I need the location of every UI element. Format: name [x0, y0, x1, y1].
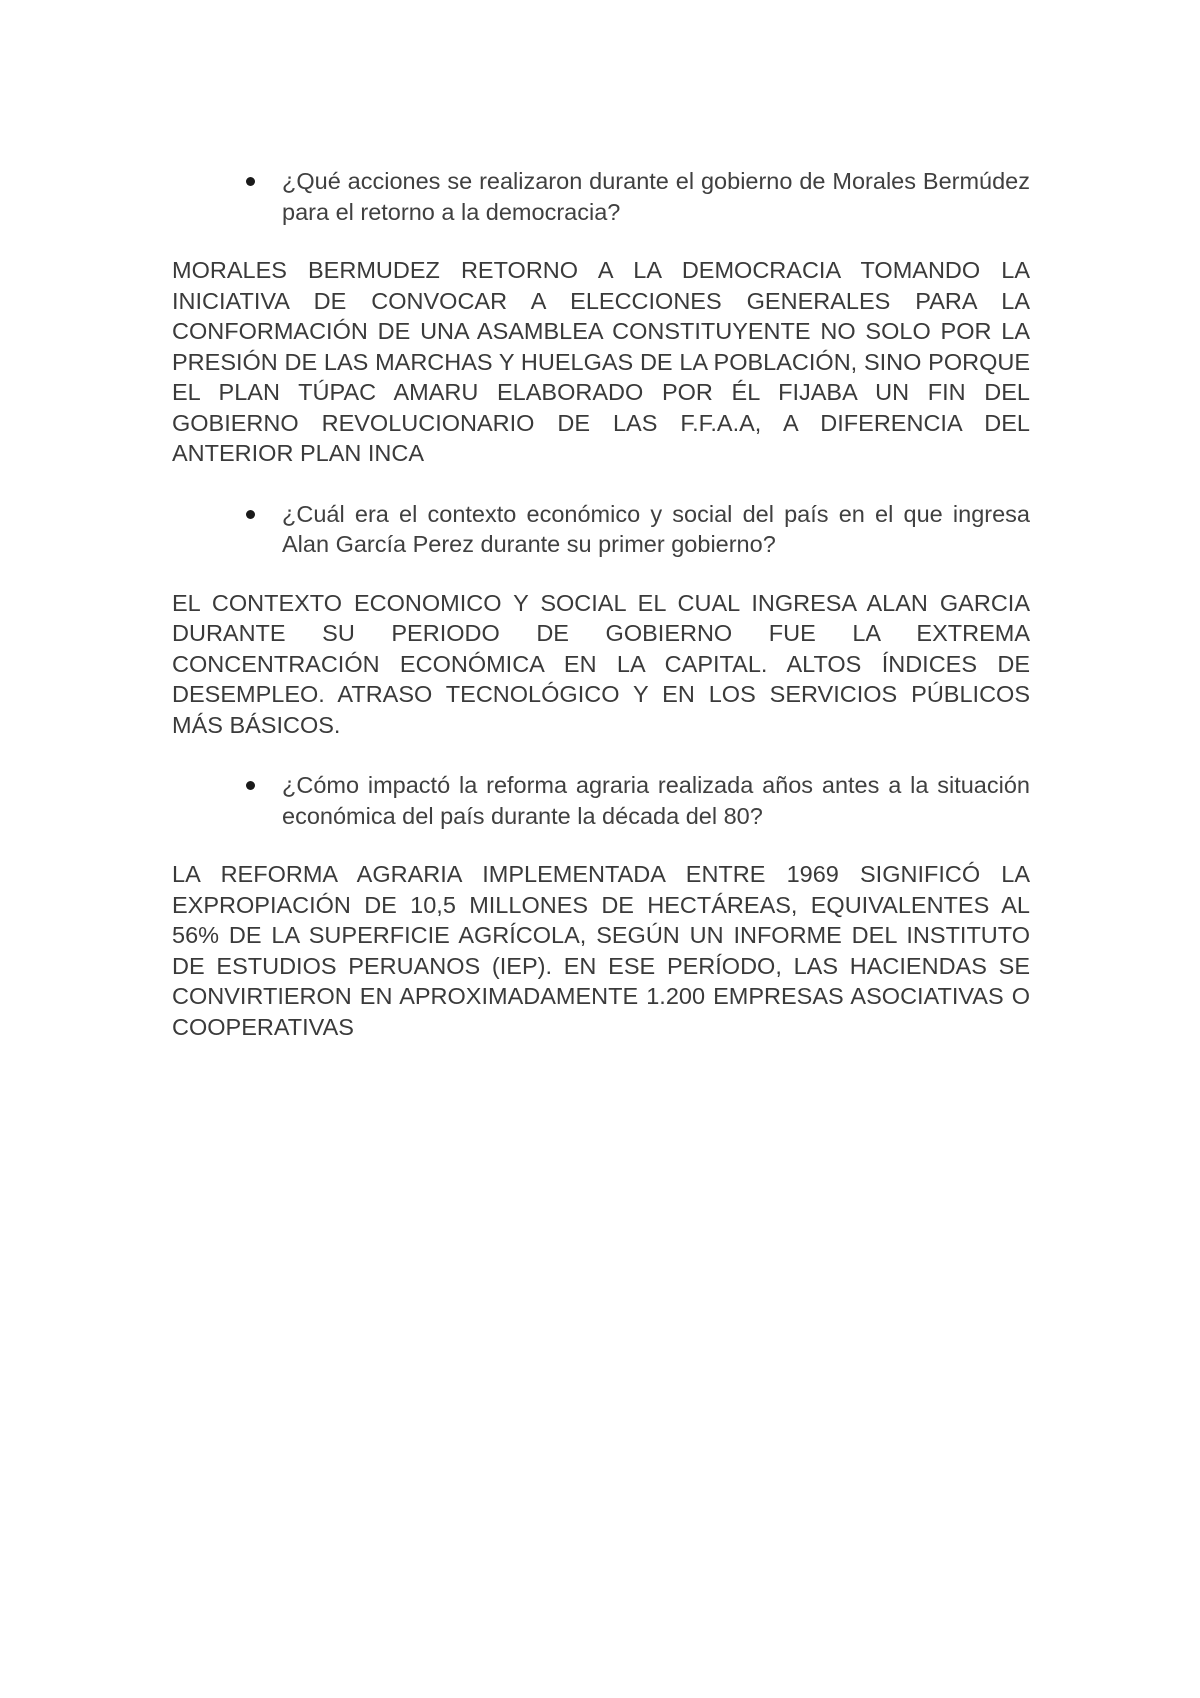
answer-3: LA REFORMA AGRARIA IMPLEMENTADA ENTRE 1969 SIGNIFICÓ LA EXPROPIACIÓN DE 10,5 MILLONES DE HECTÁREAS, EQUIVALENTES AL 56% DE LA SUPERFICIE AGRÍCOLA, SEGÚN UN INFORME DEL INSTITUTO DE ESTUDIOS PERUANOS (IEP). EN ESE PERÍODO, LAS HACIENDAS SE CONVIRTIERON EN APROXIMADAMENTE 1.200 EMPRESAS ASOCIATIVAS O COOPERATIVAS: [172, 861, 1030, 1040]
document-content: [172, 166, 1030, 1072]
bullet-icon: [246, 177, 255, 186]
question-3: [172, 770, 1030, 831]
answer-2: EL CONTEXTO ECONOMICO Y SOCIAL EL CUAL INGRESA ALAN GARCIA DURANTE SU PERIODO DE GOBIERNO FUE LA EXTREMA CONCENTRACIÓN ECONÓMICA EN LA CAPITAL. ALTOS ÍNDICES DE DESEMPLEO. ATRASO TECNOLÓGICO Y EN LOS SERVICIOS PÚBLICOS MÁS BÁSICOS.: [172, 589, 1030, 738]
bullet-icon: [246, 510, 255, 519]
question-1: [172, 166, 1030, 227]
question-2-text: ¿Cuál era el contexto económico y social del país en el que ingresa Alan García Perez durante su primer gobierno?: [282, 500, 1030, 557]
answer-1: MORALES BERMUDEZ RETORNO A LA DEMOCRACIA TOMANDO LA INICIATIVA DE CONVOCAR A ELECCIONES GENERALES PARA LA CONFORMACIÓN DE UNA ASAMBLEA CONSTITUYENTE NO SOLO POR LA PRESIÓN DE LAS MARCHAS Y HUELGAS DE LA POBLACIÓN, SINO PORQUE EL PLAN TÚPAC AMARU ELABORADO POR ÉL FIJABA UN FIN DEL GOBIERNO REVOLUCIONARIO DE LAS F.F.A.A, A DIFERENCIA DEL ANTERIOR PLAN INCA: [172, 257, 1030, 466]
bullet-icon: [246, 781, 255, 790]
question-2: [172, 499, 1030, 560]
question-1-text: ¿Qué acciones se realizaron durante el gobierno de Morales Bermúdez para el retorno a la democracia?: [282, 168, 1030, 225]
question-3-text: ¿Cómo impactó la reforma agraria realizada años antes a la situación económica del país durante la década del 80?: [282, 772, 1030, 829]
